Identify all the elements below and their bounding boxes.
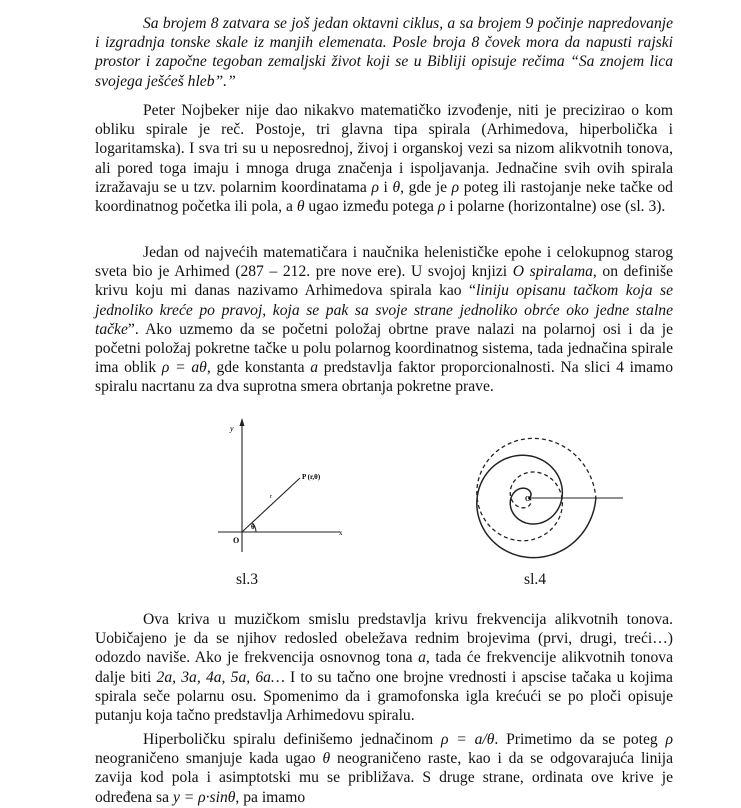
spiral-solid	[477, 455, 596, 557]
paragraph-3: Jedan od najvećih matematičara i naučnika helenističke epohe i celokupnog starog sveta bio je Arhimed (287 – 212. pre nove ere). U svojoj knjizi O spiralama, on definiše krivu koju mi danas nazivamo Arhimedova spirala kao “liniju opisanu tačkom koja se jednoliko kreće po pravoj, koja se pak sa svoje strane jednoliko obrće oko jedne stalne tačke”. Ako uzmemo da se početni položaj obrtne prave nalazi na polarnoj osi i da je početni položaj pokretne tačke u polu polarnog koordinatnog sistema, tada jednačina spirale ima oblik ρ = aθ, gde konstanta a predstavlja faktor proporcionalnosti. Na slici 4 imamo spiralu nacrtanu za dva suprotna smera obrtanja pokretne prave.	[95, 244, 673, 396]
polar-coordinates-figure	[210, 412, 360, 562]
radius-label: r	[270, 494, 272, 500]
point-label: P (r,θ)	[302, 473, 321, 481]
pole-label: O	[525, 495, 531, 503]
paragraph-2: Peter Nojbeker nije dao nikakvo matematičko izvođenje, niti je precizirao o kom obliku spirale je reč. Postoje, tri glavna tipa spirala (Arhimedova, hiperbolička i logaritamska). I sva tri su u neposrednoj, živoj i organskoj vezi sa nizom alikvotnih tonova, ali pored toga imaju i mnoga druga značenja i ispoljavanja. Jednačine svih ovih spirala izražavaju se u tzv. polarnim koordinatama ρ i θ, gde je ρ poteg ili rastojanje neke tačke od koordinatnog početka ili pola, a θ ugao između potega ρ i polarne (horizontalne) ose (sl. 3).	[95, 102, 673, 216]
paragraph-1: Sa brojem 8 zatvara se još jedan oktavni ciklus, a sa brojem 9 počinje napredovanje i izgradnja tonske skale iz manjih elemenata. Posle broja 8 čovek mora da napusti rajski prostor i započne tegoban zemaljski život koji se u Bibliji opisuje rečima “Sa znojem lica svojega ješćeš hleb”.”	[95, 15, 673, 90]
paragraph-4: Ova kriva u muzičkom smislu predstavlja krivu frekvencija alikvotnih tonova. Uobičajeno je da se njihov redosled obeležava rednim brojevima (prvi, drugi, treći…) odozdo naviše. Ako je frekvencija osnovnog tona a, tada će frekvencije alikvotnih tonova dalje biti 2a, 3a, 4a, 5a, 6a… I to su tačno one brojne vrednosti i apscise tačaka u kojima spirala seče polarnu osu. Spomenimo da i gramofonska igla krećući se po ploči opisuje putanju koja tačno predstavlja Arhimedovu spiralu.	[95, 611, 673, 725]
paragraph-5: Hiperboličku spiralu definišemo jednačinom ρ = a/θ. Primetimo da se poteg ρ neograničeno smanjuje kada ugao θ neograničeno raste, kao i da se odgovarajuća linija zavija kod pola i asimptotski mu se približava. S druge strane, ordinata ove krive je određena sa y = ρ·sinθ, pa imamo	[95, 731, 673, 806]
y-axis-label: y	[230, 424, 234, 433]
angle-label: θ	[251, 523, 255, 531]
origin-label: O	[233, 536, 240, 545]
archimedean-spiral-figure	[455, 422, 635, 572]
figure-3-caption: sl.3	[236, 571, 259, 588]
y-axis-arrow	[240, 418, 245, 426]
figure-4-caption: sl.4	[524, 571, 547, 588]
x-axis-label: x	[339, 529, 343, 537]
spiral-dashed	[477, 438, 596, 540]
